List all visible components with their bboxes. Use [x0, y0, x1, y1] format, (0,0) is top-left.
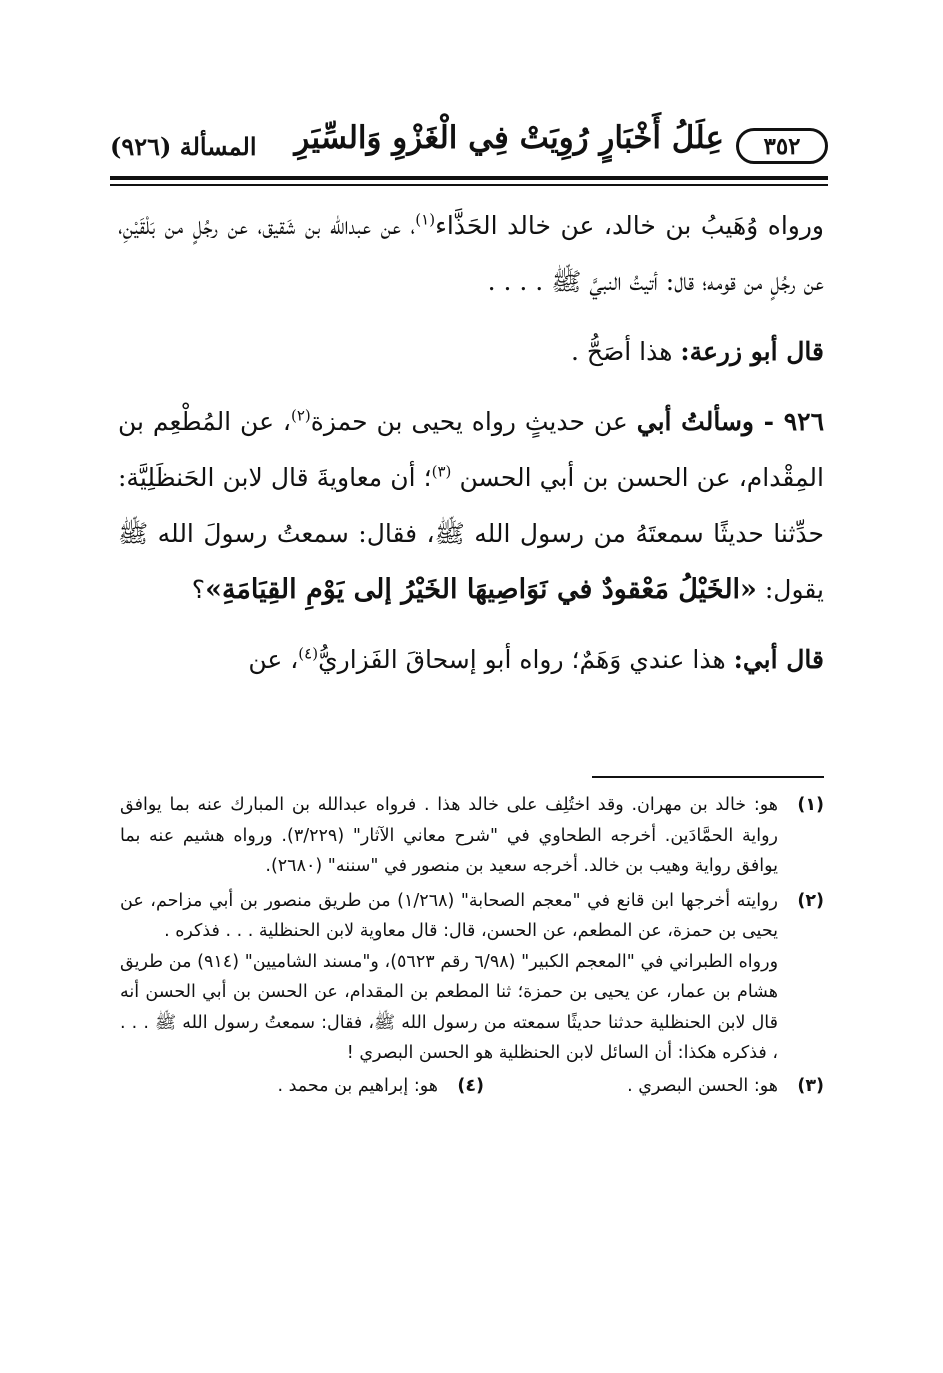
footnote-1 [120, 790, 824, 882]
header-rule-thin [110, 184, 828, 186]
footnote-3-text: هو: الحسن البصري . [627, 1075, 778, 1096]
paragraph-3-end: ؟ [191, 575, 206, 604]
footnote-4 [144, 1071, 484, 1102]
paragraph-2 [118, 324, 824, 380]
paragraph-4-text-a: هذا عندي وَهَمٌ؛ رواه أبو إسحاقَ الفَزاريُّ [318, 645, 734, 674]
footnote-4-text: هو: إبراهيم بن محمد . [277, 1075, 438, 1096]
footnote-ref-2: (٢) [290, 406, 311, 425]
footnote-separator [592, 776, 824, 778]
paragraph-1-text-b: ، عن عبدالله بن شَقيق، عن رجُلٍ من بَلْقَيْنِ، عن رجُلٍ من قومه؛ قال: أتيتُ النبيَّ ﷺ . . . . [118, 211, 824, 296]
footnote-1-text: هو: خالد بن مهران. وقد اختُلِف على خالد هذا . فرواه عبدالله بن المبارك عنه بما يوافق رواية الحمَّادَين. أخرجه الطحاوي في "شرح معاني الآثار" (٣/٢٢٩). ورواه هشيم عنه بما يوافق رواية وهيب بن خالد. أخرجه سعيد بن منصور في "سننه" (٢٦٨٠). [120, 795, 778, 876]
issue-label: المسألة (٩٢٦) [110, 132, 257, 161]
footnote-ref-4: (٤) [298, 644, 319, 663]
page-header [110, 118, 828, 172]
paragraph-2-text: هذا أصَحُّ . [570, 337, 681, 366]
speaker-abu-zura: قال أبو زرعة: [680, 337, 824, 366]
footnote-1-mark: (١) [797, 795, 824, 815]
footnote-ref-1: (١) [415, 210, 436, 229]
speaker-abi: قال أبي: [733, 645, 824, 674]
footnote-2 [120, 886, 824, 1069]
footnote-3-mark: (٣) [797, 1075, 824, 1096]
paragraph-4 [118, 632, 824, 688]
paragraph-3-text-c: ؛ أن معاويةَ قال لابن الحَنظَلِيَّة: حدِّثنا حديثًا سمعتَهُ من رسول الله ﷺ، فقال: سمعتُ رسولَ الله ﷺ يقول: [118, 463, 824, 604]
footnote-row-3-4 [120, 1071, 824, 1102]
page-number: ٣٥٢ [736, 128, 828, 164]
question-lead: ٩٢٦ - وسألتُ أبي [636, 407, 825, 436]
footnote-3 [484, 1071, 824, 1102]
footnote-2-mark: (٢) [797, 890, 824, 911]
footnote-2-text-2: ورواه الطبراني في "المعجم الكبير" (٦/٩٨ رقم ٥٦٢٣)، و"مسند الشاميين" (٩١٤) من طريق هشام بن عمار، عن يحيى بن حمزة؛ ثنا المطعم بن المقدام، عن الحسن بن أبي الحسن أنه قال لابن الحنظلية حدثنا حديثًا سمعته من رسول الله ﷺ، فقال: سمعتُ رسول الله ﷺ . . . ، فذكره هكذا: أن السائل لابن الحنظلية هو الحسن البصري ! [120, 951, 779, 1063]
footnote-4-mark: (٤) [457, 1075, 484, 1096]
paragraph-1 [118, 198, 824, 310]
book-title: عِلَلُ أَخْبَارٍ رُوِيَتْ فِي الْغَزْوِ وَالسِّيَرِ [294, 120, 724, 156]
header-rule-thick [110, 176, 828, 180]
hadith-quote: «الخَيْلُ مَعْقودٌ في نَوَاصِيهَا الخَيْرُ إلى يَوْمِ القِيَامَةِ» [205, 574, 757, 605]
main-text [118, 198, 824, 688]
footnote-2-text-1: روايته أخرجها ابن قانع في "معجم الصحابة" (١/٢٦٨) من طريق منصور بن أبي مزاحم، عن يحيى بن حمزة، عن المطعم، عن الحسن، قال: قال معاوية لابن الحنظلية . . . فذكره . [120, 890, 778, 941]
paragraph-3-text-a: عن حديثٍ رواه يحيى بن حمزة [310, 407, 637, 436]
footnote-ref-3: (٣) [431, 462, 452, 481]
paragraph-3 [118, 394, 824, 618]
footnotes [120, 790, 824, 1101]
paragraph-1-text-a: ورواه وُهَيبُ بن خالد، عن خالد الحَذَّاء [435, 211, 824, 240]
paragraph-4-text-b: ، عن [248, 645, 299, 674]
paragraph-3-text-b: ، عن المُطْعِم بن المِقْدام، عن الحسن بن أبي الحسن [118, 407, 824, 492]
